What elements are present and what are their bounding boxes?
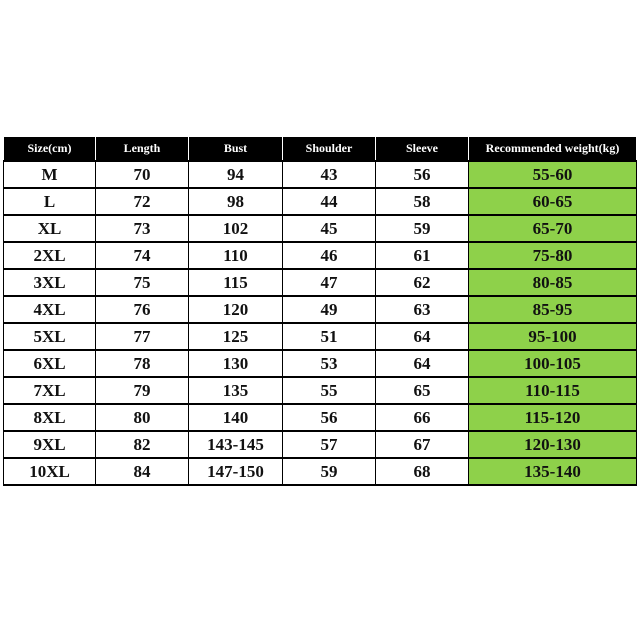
table-row <box>4 188 637 215</box>
shoulder-cell: 51 <box>283 323 376 350</box>
weight-cell: 120-130 <box>469 431 637 458</box>
table-row <box>4 323 637 350</box>
length-cell: 73 <box>96 215 189 242</box>
weight-cell: 110-115 <box>469 377 637 404</box>
size-cell: 8XL <box>4 404 96 431</box>
bust-cell: 125 <box>189 323 283 350</box>
bust-cell: 140 <box>189 404 283 431</box>
length-cell: 75 <box>96 269 189 296</box>
sleeve-cell: 62 <box>376 269 469 296</box>
header-length: Length <box>96 137 189 162</box>
shoulder-cell: 55 <box>283 377 376 404</box>
table-row <box>4 242 637 269</box>
table-row <box>4 404 637 431</box>
length-cell: 72 <box>96 188 189 215</box>
shoulder-cell: 57 <box>283 431 376 458</box>
weight-cell: 85-95 <box>469 296 637 323</box>
shoulder-cell: 53 <box>283 350 376 377</box>
shoulder-cell: 43 <box>283 161 376 188</box>
sleeve-cell: 66 <box>376 404 469 431</box>
sleeve-cell: 65 <box>376 377 469 404</box>
shoulder-cell: 46 <box>283 242 376 269</box>
size-cell: L <box>4 188 96 215</box>
table-row <box>4 350 637 377</box>
size-chart-body <box>4 161 637 485</box>
length-cell: 74 <box>96 242 189 269</box>
weight-cell: 95-100 <box>469 323 637 350</box>
table-row <box>4 377 637 404</box>
weight-cell: 135-140 <box>469 458 637 485</box>
length-cell: 76 <box>96 296 189 323</box>
sleeve-cell: 58 <box>376 188 469 215</box>
table-row <box>4 431 637 458</box>
weight-cell: 80-85 <box>469 269 637 296</box>
bust-cell: 135 <box>189 377 283 404</box>
bust-cell: 98 <box>189 188 283 215</box>
length-cell: 80 <box>96 404 189 431</box>
sleeve-cell: 67 <box>376 431 469 458</box>
bust-cell: 110 <box>189 242 283 269</box>
sleeve-cell: 56 <box>376 161 469 188</box>
table-row <box>4 296 637 323</box>
length-cell: 84 <box>96 458 189 485</box>
table-row <box>4 161 637 188</box>
shoulder-cell: 59 <box>283 458 376 485</box>
size-cell: XL <box>4 215 96 242</box>
header-recommended-weight: Recommended weight(kg) <box>469 137 637 162</box>
weight-cell: 55-60 <box>469 161 637 188</box>
size-cell: 7XL <box>4 377 96 404</box>
bust-cell: 102 <box>189 215 283 242</box>
bust-cell: 147-150 <box>189 458 283 485</box>
header-shoulder: Shoulder <box>283 137 376 162</box>
weight-cell: 60-65 <box>469 188 637 215</box>
bust-cell: 130 <box>189 350 283 377</box>
weight-cell: 75-80 <box>469 242 637 269</box>
sleeve-cell: 64 <box>376 350 469 377</box>
size-cell: 3XL <box>4 269 96 296</box>
bust-cell: 143-145 <box>189 431 283 458</box>
length-cell: 77 <box>96 323 189 350</box>
length-cell: 79 <box>96 377 189 404</box>
size-cell: M <box>4 161 96 188</box>
size-chart-table <box>3 136 637 486</box>
size-cell: 6XL <box>4 350 96 377</box>
length-cell: 82 <box>96 431 189 458</box>
header-size: Size(cm) <box>4 137 96 162</box>
size-cell: 2XL <box>4 242 96 269</box>
length-cell: 78 <box>96 350 189 377</box>
sleeve-cell: 59 <box>376 215 469 242</box>
sleeve-cell: 64 <box>376 323 469 350</box>
bust-cell: 115 <box>189 269 283 296</box>
size-cell: 10XL <box>4 458 96 485</box>
size-cell: 4XL <box>4 296 96 323</box>
header-row <box>4 137 637 162</box>
shoulder-cell: 56 <box>283 404 376 431</box>
size-cell: 9XL <box>4 431 96 458</box>
shoulder-cell: 45 <box>283 215 376 242</box>
sleeve-cell: 61 <box>376 242 469 269</box>
shoulder-cell: 49 <box>283 296 376 323</box>
table-row <box>4 215 637 242</box>
length-cell: 70 <box>96 161 189 188</box>
header-bust: Bust <box>189 137 283 162</box>
bust-cell: 120 <box>189 296 283 323</box>
shoulder-cell: 44 <box>283 188 376 215</box>
weight-cell: 65-70 <box>469 215 637 242</box>
shoulder-cell: 47 <box>283 269 376 296</box>
sleeve-cell: 68 <box>376 458 469 485</box>
size-cell: 5XL <box>4 323 96 350</box>
weight-cell: 115-120 <box>469 404 637 431</box>
sleeve-cell: 63 <box>376 296 469 323</box>
weight-cell: 100-105 <box>469 350 637 377</box>
header-sleeve: Sleeve <box>376 137 469 162</box>
table-row <box>4 269 637 296</box>
table-row <box>4 458 637 485</box>
bust-cell: 94 <box>189 161 283 188</box>
